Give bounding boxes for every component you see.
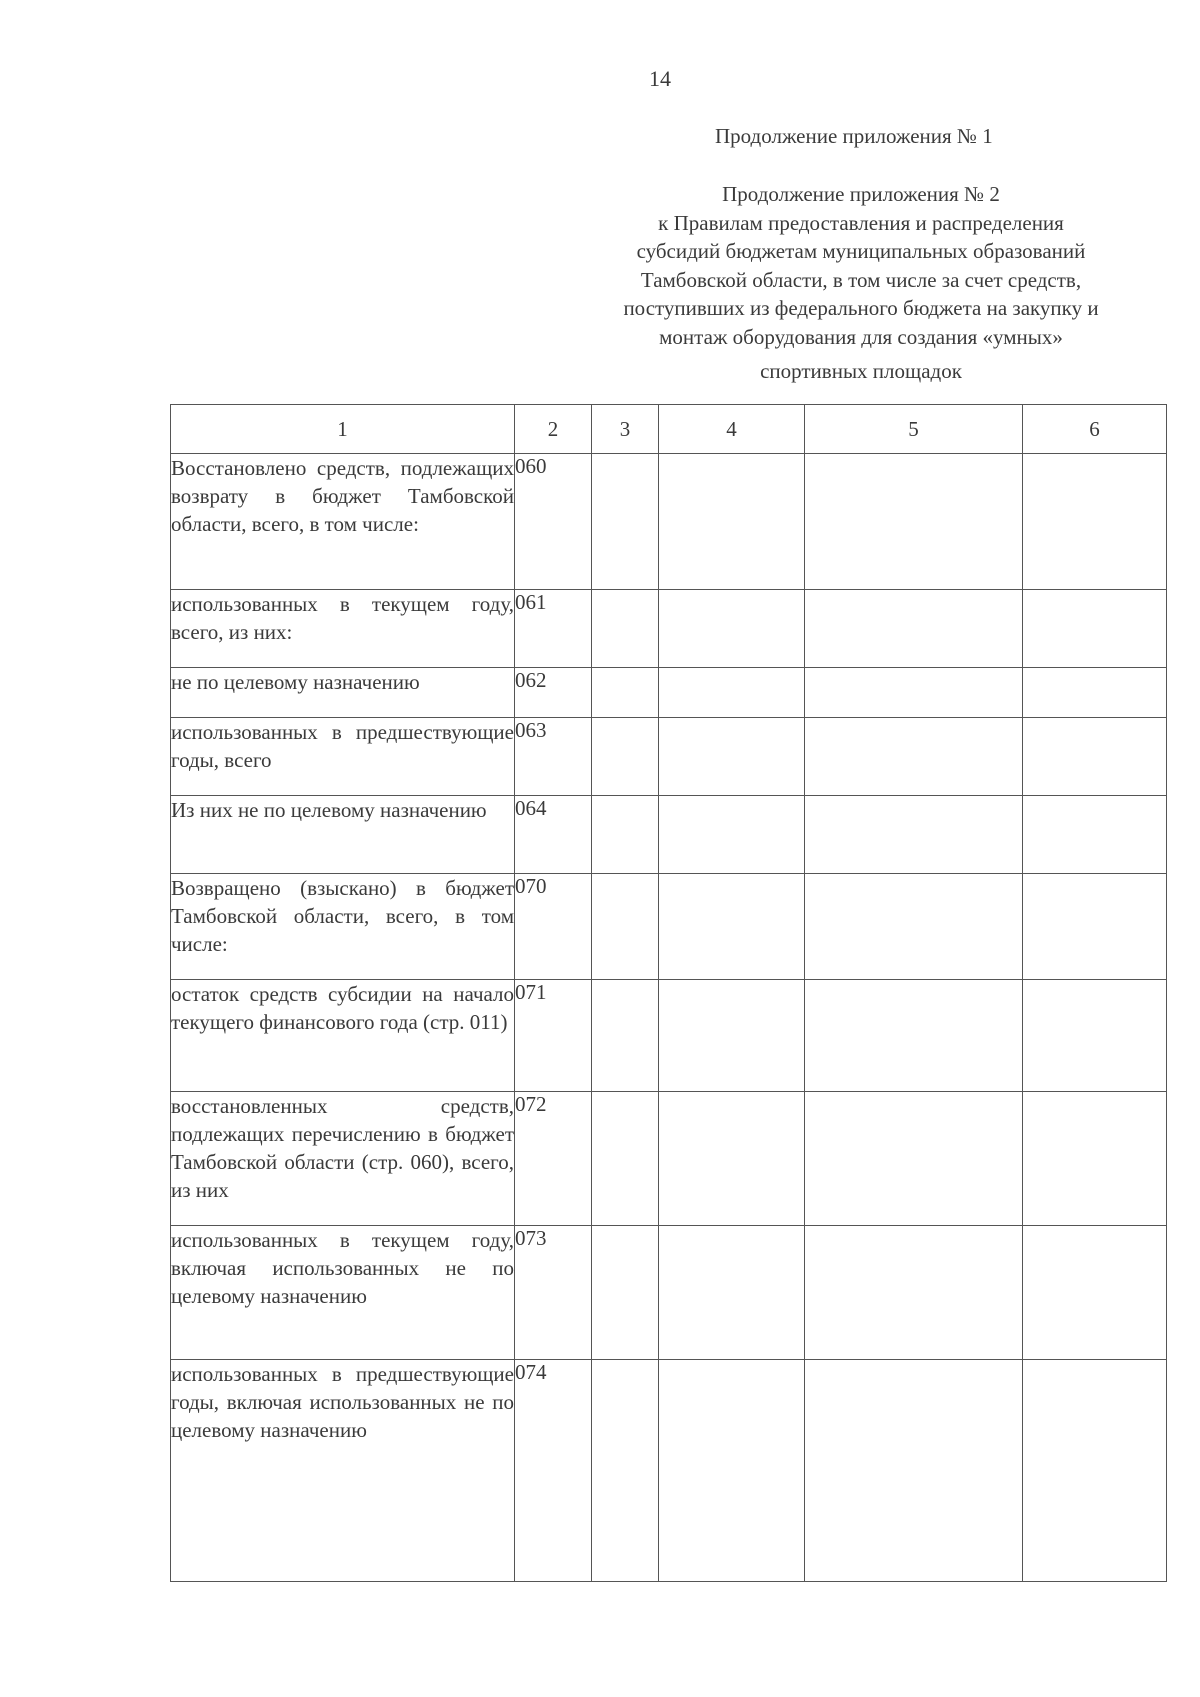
empty-cell[interactable] (659, 718, 805, 796)
table-row (171, 874, 1167, 980)
appendix-2-heading (578, 180, 1144, 386)
row-code: 071 (515, 980, 592, 1092)
row-description: использованных в текущем году, включая использованных не по целевому назначению (171, 1226, 515, 1360)
row-description: Из них не по целевому назначению (171, 796, 515, 874)
appendix-2-line: к Правилам предоставления и распределения (658, 210, 1064, 235)
empty-cell[interactable] (659, 980, 805, 1092)
empty-cell[interactable] (592, 1092, 659, 1226)
empty-cell[interactable] (805, 874, 1023, 980)
table-row (171, 980, 1167, 1092)
empty-cell[interactable] (659, 454, 805, 590)
empty-cell[interactable] (592, 454, 659, 590)
table-row (171, 668, 1167, 718)
row-description: не по целевому назначению (171, 668, 515, 718)
empty-cell[interactable] (659, 874, 805, 980)
row-code: 070 (515, 874, 592, 980)
row-description: использованных в текущем году, всего, из них: (171, 590, 515, 668)
table-row (171, 718, 1167, 796)
empty-cell[interactable] (1023, 874, 1167, 980)
table-row (171, 454, 1167, 590)
empty-cell[interactable] (592, 668, 659, 718)
empty-cell[interactable] (592, 590, 659, 668)
table-header-row (171, 405, 1167, 454)
row-code: 063 (515, 718, 592, 796)
table-row (171, 1092, 1167, 1226)
empty-cell[interactable] (1023, 454, 1167, 590)
empty-cell[interactable] (659, 1360, 805, 1582)
row-description: восстановленных средств, подлежащих перечислению в бюджет Тамбовской области (стр. 060), всего, из них (171, 1092, 515, 1226)
column-header: 1 (171, 405, 515, 454)
row-description: использованных в предшествующие годы, включая использованных не по целевому назначению (171, 1360, 515, 1582)
empty-cell[interactable] (1023, 1092, 1167, 1226)
row-code: 073 (515, 1226, 592, 1360)
report-table (170, 404, 1167, 1582)
row-description: Восстановлено средств, подлежащих возврату в бюджет Тамбовской области, всего, в том числе: (171, 454, 515, 590)
row-description: Возвращено (взыскано) в бюджет Тамбовской области, всего, в том числе: (171, 874, 515, 980)
empty-cell[interactable] (805, 590, 1023, 668)
empty-cell[interactable] (1023, 980, 1167, 1092)
column-header: 4 (659, 405, 805, 454)
empty-cell[interactable] (1023, 796, 1167, 874)
appendix-2-line: спортивных площадок (760, 359, 962, 383)
empty-cell[interactable] (805, 1360, 1023, 1582)
empty-cell[interactable] (592, 1226, 659, 1360)
empty-cell[interactable] (592, 874, 659, 980)
empty-cell[interactable] (805, 796, 1023, 874)
empty-cell[interactable] (592, 980, 659, 1092)
row-code: 074 (515, 1360, 592, 1582)
empty-cell[interactable] (592, 1360, 659, 1582)
table-row (171, 796, 1167, 874)
empty-cell[interactable] (1023, 1226, 1167, 1360)
empty-cell[interactable] (592, 796, 659, 874)
column-header: 5 (805, 405, 1023, 454)
empty-cell[interactable] (805, 980, 1023, 1092)
empty-cell[interactable] (805, 1226, 1023, 1360)
appendix-2-line: Продолжение приложения № 2 (722, 182, 1000, 206)
empty-cell[interactable] (805, 1092, 1023, 1226)
empty-cell[interactable] (805, 454, 1023, 590)
column-header: 6 (1023, 405, 1167, 454)
column-header: 3 (592, 405, 659, 454)
page-number: 14 (649, 66, 671, 91)
row-code: 072 (515, 1092, 592, 1226)
column-header: 2 (515, 405, 592, 454)
empty-cell[interactable] (659, 796, 805, 874)
empty-cell[interactable] (592, 718, 659, 796)
empty-cell[interactable] (1023, 668, 1167, 718)
row-code: 064 (515, 796, 592, 874)
row-code: 061 (515, 590, 592, 668)
empty-cell[interactable] (1023, 590, 1167, 668)
empty-cell[interactable] (659, 590, 805, 668)
table-row (171, 590, 1167, 668)
row-code: 062 (515, 668, 592, 718)
empty-cell[interactable] (805, 718, 1023, 796)
table-row (171, 1226, 1167, 1360)
empty-cell[interactable] (805, 668, 1023, 718)
appendix-2-line: Тамбовской области, в том числе за счет средств, (640, 267, 1082, 292)
empty-cell[interactable] (659, 668, 805, 718)
row-code: 060 (515, 454, 592, 590)
appendix-2-line: субсидий бюджетам муниципальных образований (636, 239, 1086, 263)
row-description: использованных в предшествующие годы, всего (171, 718, 515, 796)
row-description: остаток средств субсидии на начало текущего финансового года (стр. 011) (171, 980, 515, 1092)
empty-cell[interactable] (659, 1092, 805, 1226)
appendix-1-heading: Продолжение приложения № 1 (715, 124, 993, 148)
empty-cell[interactable] (1023, 718, 1167, 796)
empty-cell[interactable] (1023, 1360, 1167, 1582)
empty-cell[interactable] (659, 1226, 805, 1360)
appendix-2-line: монтаж оборудования для создания «умных» (659, 324, 1063, 349)
appendix-2-line: поступивших из федерального бюджета на закупку и (623, 296, 1099, 320)
table-row (171, 1360, 1167, 1582)
